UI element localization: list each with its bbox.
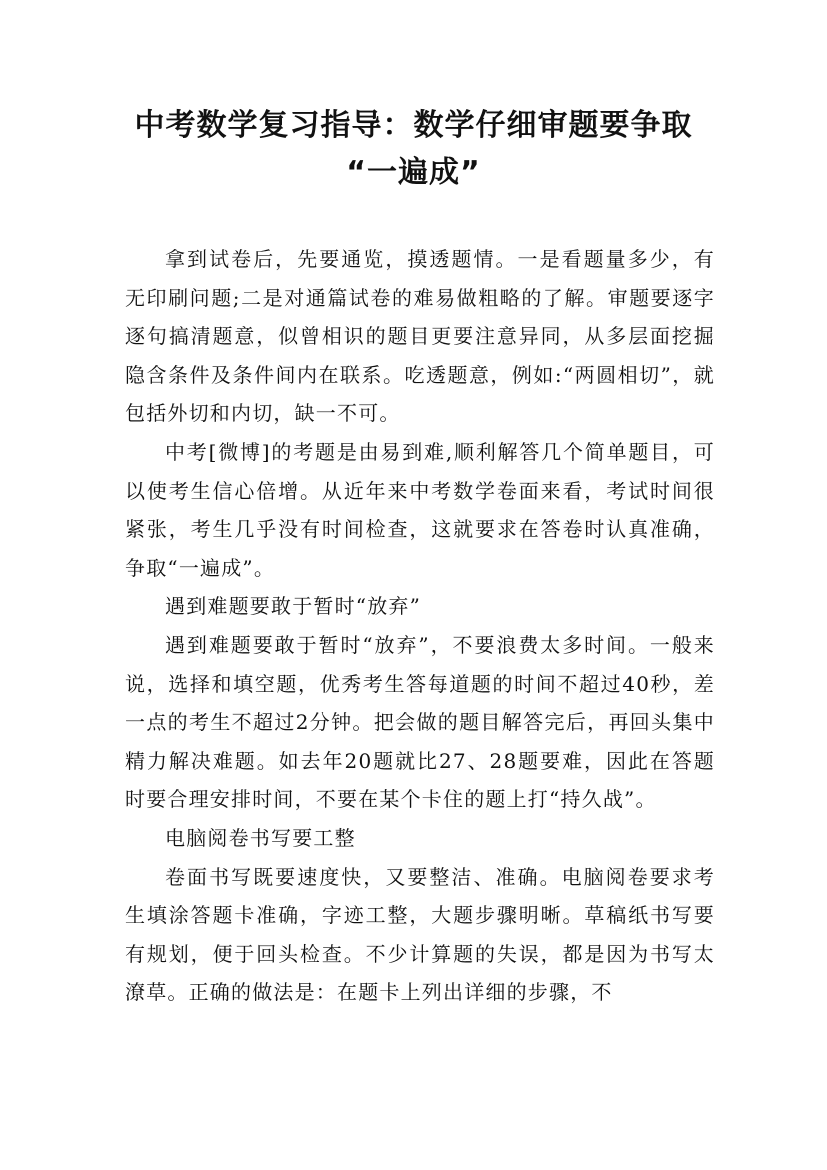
paragraph-easy-to-hard: 中考[微博]的考题是由易到难,顺利解答几个简单题目，可以使考生信心倍增。从近年来中考数学卷面来看，考试时间很紧张，考生几乎没有时间检查，这就要求在答卷时认真准确，争取“一遍成”。 xyxy=(125,439,715,580)
section-heading-difficult-questions: 遇到难题要敢于暂时“放弃” xyxy=(165,594,422,619)
paragraph-handwriting: 卷面书写既要速度快，又要整洁、准确。电脑阅卷要求考生填涂答题卡准确，字迹工整，大题步骤明晰。草稿纸书写要有规划，便于回头检查。不少计算题的失误，都是因为书写太潦草。正确的做法是：在题卡上列出详细的步骤，不 xyxy=(125,864,715,1005)
section-heading-handwriting: 电脑阅卷书写要工整 xyxy=(165,825,356,850)
paragraph-reading-paper: 拿到试卷后，先要通览，摸透题情。一是看题量多少，有无印刷问题;二是对通篇试卷的难易做粗略的了解。审题要逐字逐句搞清题意，似曾相识的题目更要注意异同，从多层面挖掘隐含条件及条件间内在联系。吃透题意，例如:“两圆相切”，就包括外切和内切，缺一不可。 xyxy=(125,247,715,426)
document-title-line-1: 中考数学复习指导：数学仔细审题要争取 xyxy=(134,108,693,143)
paragraph-difficult-questions: 遇到难题要敢于暂时“放弃”，不要浪费太多时间。一般来说，选择和填空题，优秀考生答每道题的时间不超过40秒，差一点的考生不超过2分钟。把会做的题目解答完后，再回头集中精力解决难题。如去年20题就比27、28题要难，因此在答题时要合理安排时间，不要在某个卡住的题上打“持久战”。 xyxy=(125,632,715,812)
document-title-line-2: “一遍成” xyxy=(346,155,481,190)
document-body xyxy=(125,240,715,1012)
